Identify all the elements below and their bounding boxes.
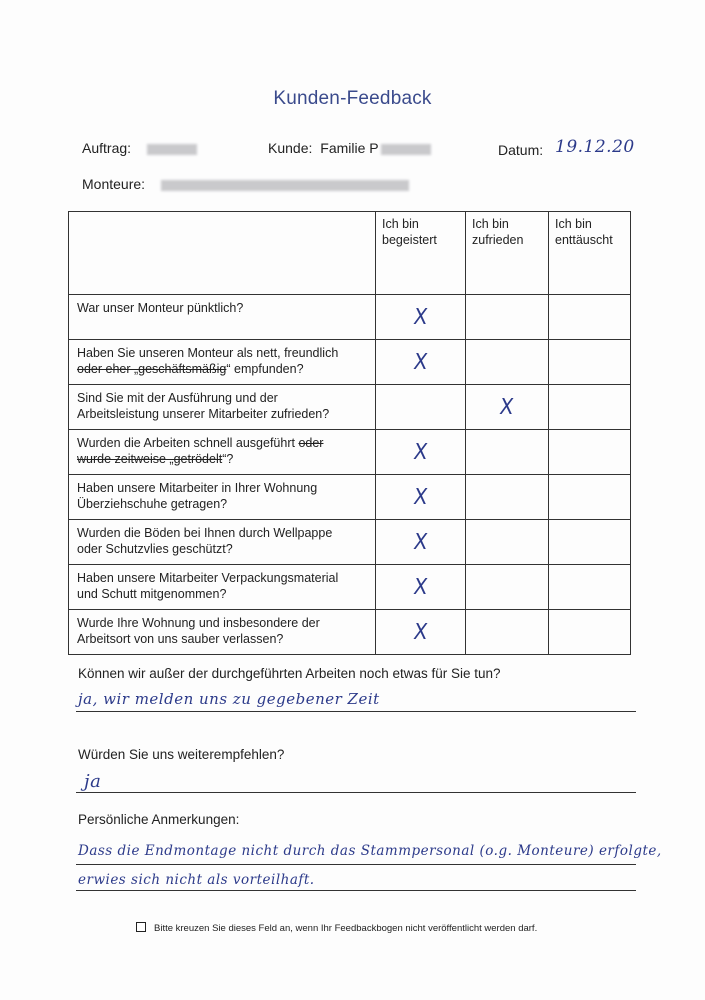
answer-extra-help: ja, wir melden uns zu gegebener Zeit [78,690,380,708]
rating-cell[interactable] [376,295,466,340]
question-text: Haben Sie unseren Monteur als nett, freundlich [77,346,339,360]
answer-line [76,864,636,865]
question-text: “ empfunden? [226,362,304,377]
rating-cell[interactable] [549,520,631,565]
question-text: Haben unsere Mitarbeiter Verpackungsmaterial [77,571,339,585]
struck-text: oder eher „geschäftsmäßig [77,362,227,377]
table-header-row [69,212,631,295]
rating-cell[interactable] [376,520,466,565]
publish-optout-text: Bitte kreuzen Sie dieses Feld an, wenn Ihr Feedbackbogen nicht veröffentlicht werden darf. [154,923,538,934]
rating-cell[interactable] [549,340,631,385]
question-extra-help: Können wir außer der durchgeführten Arbeiten noch etwas für Sie tun? [78,666,501,681]
monteure-field [82,176,409,192]
table-row [69,295,631,340]
rating-cell[interactable] [376,430,466,475]
question-text: und Schutt mitgenommen? [77,587,227,602]
table-row [69,520,631,565]
question-cell [69,295,376,340]
rating-cell[interactable] [376,340,466,385]
question-text: Arbeitsleistung unserer Mitarbeiter zufrieden? [77,407,330,422]
struck-text: oder [298,436,324,450]
question-remarks: Persönliche Anmerkungen: [78,812,240,827]
datum-value: 19.12.20 [555,137,635,157]
rating-cell[interactable] [466,340,549,385]
publish-optout [136,922,537,934]
question-cell [69,475,376,520]
answer-remarks-line2: erwies sich nicht als vorteilhaft. [78,872,315,888]
feedback-table [68,211,631,655]
datum-field [498,137,635,160]
struck-text: wurde zeitweise „getrödelt [77,452,223,467]
question-text: Sind Sie mit der Ausführung und der [77,391,278,405]
column-header: Ich bin zufrieden [466,212,549,295]
rating-cell[interactable] [466,610,549,655]
kunde-label: Kunde: [268,140,313,156]
question-text: Haben unsere Mitarbeiter in Ihrer Wohnung [77,481,318,495]
auftrag-label: Auftrag: [82,140,132,156]
answer-line [76,711,636,712]
question-cell [69,430,376,475]
rating-cell[interactable] [549,565,631,610]
question-recommend: Würden Sie uns weiterempfehlen? [78,747,285,762]
question-header [69,212,376,295]
answer-recommend: ja [84,771,102,792]
table-row [69,475,631,520]
rating-cell[interactable] [376,610,466,655]
question-text: Wurden die Arbeiten schnell ausgeführt [77,436,299,450]
checkmark-x: X [412,619,429,645]
column-header: Ich bin begeistert [376,212,466,295]
rating-cell[interactable] [466,385,549,430]
datum-label: Datum: [498,142,544,158]
question-cell [69,520,376,565]
question-cell [69,385,376,430]
question-text: War unser Monteur pünktlich? [77,301,244,315]
rating-cell[interactable] [466,520,549,565]
question-text: oder Schutzvlies geschützt? [77,542,233,557]
answer-line [76,792,636,793]
rating-cell[interactable] [549,610,631,655]
rating-cell[interactable] [466,430,549,475]
rating-cell[interactable] [549,430,631,475]
question-cell [69,340,376,385]
monteure-label: Monteure: [82,176,146,192]
auftrag-field [82,140,197,156]
rating-cell[interactable] [376,385,466,430]
table-row [69,385,631,430]
checkmark-x: X [412,349,429,375]
question-text: Überziehschuhe getragen? [77,497,228,512]
table-row [69,430,631,475]
checkmark-x: X [412,529,429,555]
kunde-value: Familie P [320,140,379,156]
auftrag-redacted [147,144,197,155]
rating-cell[interactable] [549,475,631,520]
question-text: “? [222,452,234,467]
rating-cell[interactable] [376,475,466,520]
answer-remarks-line1: Dass die Endmontage nicht durch das Stammpersonal (o.g. Monteure) erfolgte, [78,843,662,859]
table-row [69,340,631,385]
publish-optout-checkbox[interactable] [136,922,146,932]
checkmark-x: X [498,394,516,420]
table-row [69,610,631,655]
rating-cell[interactable] [466,295,549,340]
rating-cell[interactable] [466,565,549,610]
column-header: Ich bin enttäuscht [549,212,631,295]
question-text: Wurde Ihre Wohnung und insbesondere der [77,616,320,630]
rating-cell[interactable] [549,385,631,430]
kunde-redacted [381,144,431,155]
question-cell [69,565,376,610]
checkmark-x: X [412,484,429,510]
checkmark-x: X [412,304,429,330]
checkmark-x: X [412,574,429,600]
rating-cell[interactable] [549,295,631,340]
monteure-redacted [161,180,409,191]
answer-line [76,890,636,891]
question-text: Arbeitsort von uns sauber verlassen? [77,632,284,647]
rating-cell[interactable] [466,475,549,520]
question-cell [69,610,376,655]
page-title: Kunden-Feedback [273,88,432,109]
rating-cell[interactable] [376,565,466,610]
kunde-field [268,140,431,156]
question-text: Wurden die Böden bei Ihnen durch Wellpappe [77,526,333,540]
table-row [69,565,631,610]
checkmark-x: X [412,439,429,465]
